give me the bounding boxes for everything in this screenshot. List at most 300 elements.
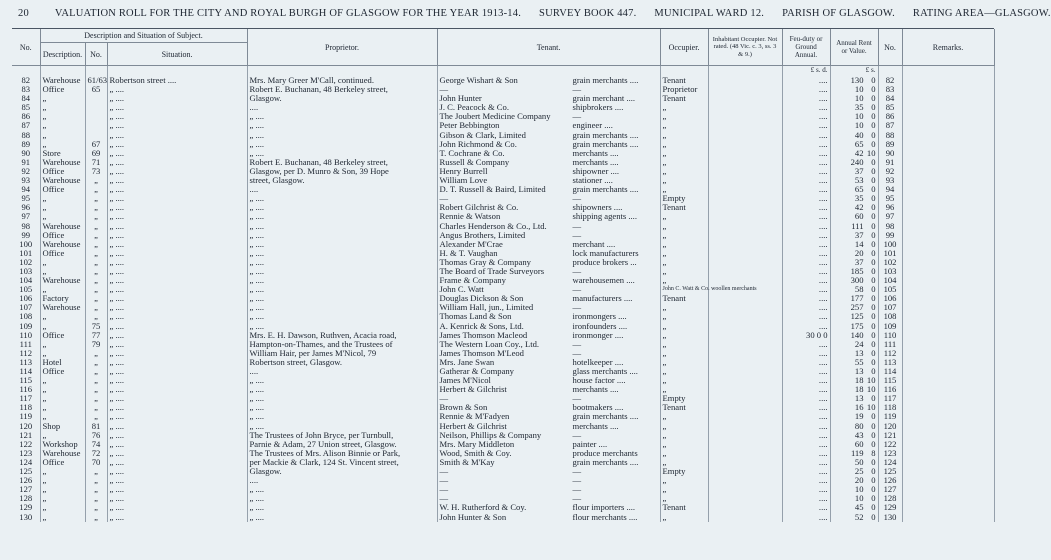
street-number-cell: „: [85, 185, 107, 194]
rent-shillings: 0: [871, 493, 876, 504]
entry-number: 125: [12, 467, 40, 476]
remarks-cell: [902, 203, 994, 212]
tenant-name: Douglas Dickson & Son: [439, 293, 524, 304]
valuation-table: [12, 29, 995, 522]
tenant-name: Henry Burrell: [439, 165, 488, 176]
entry-number: 85: [12, 103, 40, 112]
entry-number-right: 115: [878, 376, 902, 385]
feu-duty-cell: ....: [782, 76, 830, 85]
tenant-cell: [437, 458, 660, 467]
tenant-trade: —: [572, 493, 582, 504]
remarks-cell: [902, 267, 994, 276]
occupier-cell: „: [660, 158, 708, 167]
entry-number: 124: [12, 458, 40, 467]
tenant-name: —: [439, 393, 449, 404]
inhabitant-cell: [708, 267, 782, 276]
feu-duty-cell: ....: [782, 176, 830, 185]
feu-duty-cell: ....: [782, 431, 830, 440]
entry-number-right: 107: [878, 303, 902, 312]
entry-number-right: 122: [878, 440, 902, 449]
remarks-cell: [902, 431, 994, 440]
tenant-trade: grain merchants ....: [572, 138, 639, 149]
tenant-cell: [437, 513, 660, 522]
rent-shillings: 0: [871, 338, 876, 349]
proprietor-cell: „ ....: [247, 312, 437, 321]
tenant-name: Neilson, Phillips & Company: [439, 429, 542, 440]
rent-pounds: 10: [854, 84, 864, 95]
occupier-cell: „: [660, 140, 708, 149]
feu-duty-cell: ....: [782, 422, 830, 431]
tenant-trade: —: [572, 338, 582, 349]
proprietor-cell: „ ....: [247, 222, 437, 231]
situation-cell: „ ....: [107, 385, 247, 394]
situation-cell: „ ....: [107, 276, 247, 285]
occupier-cell: „: [660, 358, 708, 367]
street-number-cell: 75: [85, 322, 107, 331]
situation-cell: „ ....: [107, 212, 247, 221]
street-number-cell: „: [85, 513, 107, 522]
description-cell: „: [40, 340, 85, 349]
rent-pounds: 20: [854, 247, 864, 258]
description-cell: „: [40, 394, 85, 403]
tenant-name: —: [439, 493, 449, 504]
rent-pounds: 10: [854, 93, 864, 104]
street-number-cell: [85, 94, 107, 103]
remarks-cell: [902, 76, 994, 85]
rent-shillings: 0: [871, 165, 876, 176]
street-number-cell: „: [85, 358, 107, 367]
proprietor-cell: „ ....: [247, 322, 437, 331]
description-cell: Warehouse: [40, 158, 85, 167]
situation-cell: „ ....: [107, 513, 247, 522]
entry-number: 122: [12, 440, 40, 449]
inhabitant-cell: [708, 276, 782, 285]
entry-number-right: 100: [878, 240, 902, 249]
street-number-cell: 70: [85, 458, 107, 467]
col-header-no-right: No.: [878, 29, 902, 66]
situation-cell: „ ....: [107, 140, 247, 149]
entry-number-right: 87: [878, 121, 902, 130]
situation-cell: „ ....: [107, 394, 247, 403]
tenant-cell: [437, 485, 660, 494]
remarks-cell: [902, 103, 994, 112]
remarks-cell: [902, 503, 994, 512]
rent-shillings: 0: [871, 211, 876, 222]
tenant-name: Herbert & Gilchrist: [439, 384, 507, 395]
rent-pounds: 42: [854, 202, 864, 213]
inhabitant-cell: [708, 322, 782, 331]
entry-number-right: 85: [878, 103, 902, 112]
table-row: [12, 158, 994, 167]
remarks-cell: [902, 231, 994, 240]
street-number-cell: 69: [85, 149, 107, 158]
inhabitant-cell: [708, 149, 782, 158]
occupier-cell: Proprietor: [660, 85, 708, 94]
remarks-cell: [902, 149, 994, 158]
tenant-trade: —: [572, 111, 582, 122]
proprietor-cell: Glasgow.: [247, 94, 437, 103]
proprietor-cell: „ ....: [247, 121, 437, 130]
entry-number-right: 89: [878, 140, 902, 149]
tenant-name: —: [439, 84, 449, 95]
street-number-cell: „: [85, 385, 107, 394]
situation-cell: „ ....: [107, 194, 247, 203]
inhabitant-cell: [708, 212, 782, 221]
page-number: 20: [18, 8, 29, 19]
rent-pounds: 37: [854, 256, 864, 267]
entry-number-right: 93: [878, 176, 902, 185]
inhabitant-cell: [708, 203, 782, 212]
remarks-cell: [902, 322, 994, 331]
situation-cell: „ ....: [107, 85, 247, 94]
tenant-name: Smith & M'Kay: [439, 456, 495, 467]
tenant-trade: hotelkeeper ....: [572, 356, 624, 367]
remarks-cell: [902, 176, 994, 185]
proprietor-cell: „ ....: [247, 149, 437, 158]
tenant-cell: [437, 467, 660, 476]
tenant-cell: [437, 76, 660, 85]
tenant-name: The Joubert Medicine Company: [439, 111, 551, 122]
entry-number: 106: [12, 294, 40, 303]
col-header-no: No.: [12, 29, 40, 66]
rent-pounds: 60: [854, 438, 864, 449]
situation-cell: „ ....: [107, 231, 247, 240]
proprietor-cell: „ ....: [247, 485, 437, 494]
remarks-cell: [902, 131, 994, 140]
street-number-cell: „: [85, 394, 107, 403]
feu-duty-cell: ....: [782, 449, 830, 458]
inhabitant-cell: [708, 476, 782, 485]
entry-number: 120: [12, 422, 40, 431]
street-number-cell: [85, 103, 107, 112]
tenant-cell: [437, 385, 660, 394]
occupier-cell: „: [660, 331, 708, 340]
tenant-trade: —: [572, 429, 582, 440]
entry-number: 113: [12, 358, 40, 367]
tenant-name: H. & T. Vaughan: [439, 247, 498, 258]
entry-number: 105: [12, 285, 40, 294]
rent-shillings: 0: [871, 220, 876, 231]
entry-number-right: 113: [878, 358, 902, 367]
inhabitant-cell: [708, 112, 782, 121]
inhabitant-cell: [708, 367, 782, 376]
description-cell: „: [40, 403, 85, 412]
proprietor-cell: „ ....: [247, 422, 437, 431]
occupier-cell: „: [660, 440, 708, 449]
inhabitant-cell: [708, 240, 782, 249]
rent-shillings: 0: [871, 256, 876, 267]
description-cell: „: [40, 112, 85, 121]
tenant-name: William Love: [439, 175, 488, 186]
remarks-cell: [902, 258, 994, 267]
feu-duty-cell: ....: [782, 294, 830, 303]
inhabitant-cell: [708, 422, 782, 431]
occupier-cell: „: [660, 222, 708, 231]
remarks-cell: [902, 222, 994, 231]
inhabitant-cell: [708, 176, 782, 185]
tenant-name: A. Kenrick & Sons, Ltd.: [439, 320, 524, 331]
entry-number-right: 91: [878, 158, 902, 167]
rating-area: RATING AREA—GLASGOW.: [912, 8, 1051, 19]
entry-number: 83: [12, 85, 40, 94]
situation-cell: „ ....: [107, 185, 247, 194]
proprietor-cell: street, Glasgow.: [247, 176, 437, 185]
occupier-cell: „: [660, 376, 708, 385]
street-number-cell: „: [85, 367, 107, 376]
feu-duty-cell: ....: [782, 222, 830, 231]
situation-cell: „ ....: [107, 340, 247, 349]
remarks-cell: [902, 285, 994, 294]
street-number-cell: „: [85, 203, 107, 212]
entry-number: 126: [12, 476, 40, 485]
occupier-cell: „: [660, 103, 708, 112]
inhabitant-cell: [708, 449, 782, 458]
tenant-trade: —: [572, 347, 582, 358]
tenant-name: D. T. Russell & Baird, Limited: [439, 184, 546, 195]
feu-duty-cell: ....: [782, 412, 830, 421]
tenant-trade: shipbrokers ....: [572, 102, 624, 113]
table-row: [12, 476, 994, 485]
table-row: [12, 203, 994, 212]
remarks-cell: [902, 312, 994, 321]
table-row: [12, 367, 994, 376]
inhabitant-cell: [708, 349, 782, 358]
remarks-cell: [902, 403, 994, 412]
tenant-name: Angus Brothers, Limited: [439, 229, 526, 240]
rent-pounds: 177: [850, 293, 864, 304]
occupier-cell: Tenant: [660, 203, 708, 212]
rent-shillings: 0: [871, 311, 876, 322]
description-cell: „: [40, 140, 85, 149]
rent-pounds: 18: [854, 384, 864, 395]
situation-cell: „ ....: [107, 422, 247, 431]
table-row: [12, 458, 994, 467]
remarks-cell: [902, 394, 994, 403]
street-number-cell: „: [85, 222, 107, 231]
entry-number-right: 106: [878, 294, 902, 303]
rent-pounds: 25: [854, 466, 864, 477]
inhabitant-cell: [708, 376, 782, 385]
proprietor-cell: „ ....: [247, 385, 437, 394]
rent-pounds: 14: [854, 238, 864, 249]
occupier-cell: John C. Watt & Co. woollen merchants: [660, 285, 708, 294]
inhabitant-cell: [708, 194, 782, 203]
tenant-name: Rennie & Watson: [439, 211, 501, 222]
proprietor-cell: „ ....: [247, 194, 437, 203]
occupier-cell: „: [660, 249, 708, 258]
street-number-cell: 67: [85, 140, 107, 149]
entry-number: 112: [12, 349, 40, 358]
occupier-cell: „: [660, 458, 708, 467]
tenant-trade: —: [572, 302, 582, 313]
description-cell: Warehouse: [40, 240, 85, 249]
entry-number: 90: [12, 149, 40, 158]
occupier-cell: Tenant: [660, 94, 708, 103]
tenant-trade: grain merchants ....: [572, 456, 639, 467]
entry-number: 102: [12, 258, 40, 267]
proprietor-cell: „ ....: [247, 294, 437, 303]
description-cell: „: [40, 258, 85, 267]
street-number-cell: [85, 121, 107, 130]
situation-cell: „ ....: [107, 458, 247, 467]
feu-duty-cell: ....: [782, 276, 830, 285]
rent-shillings: 0: [871, 484, 876, 495]
inhabitant-cell: [708, 249, 782, 258]
tenant-name: —: [439, 484, 449, 495]
tenant-name: The Western Loan Coy., Ltd.: [439, 338, 540, 349]
situation-cell: „ ....: [107, 367, 247, 376]
tenant-trade: —: [572, 220, 582, 231]
situation-cell: „ ....: [107, 294, 247, 303]
feu-units: £ s. d.: [782, 66, 830, 77]
entry-number-right: 119: [878, 412, 902, 421]
col-header-situation: Situation.: [107, 43, 247, 66]
entry-number: 127: [12, 485, 40, 494]
proprietor-cell: ....: [247, 367, 437, 376]
street-number-cell: „: [85, 176, 107, 185]
description-cell: „: [40, 494, 85, 503]
street-number-cell: 81: [85, 422, 107, 431]
proprietor-cell: „ ....: [247, 285, 437, 294]
remarks-cell: [902, 376, 994, 385]
rent-pounds: 35: [854, 102, 864, 113]
proprietor-cell: „ ....: [247, 203, 437, 212]
col-header-remarks: Remarks.: [902, 29, 994, 66]
tenant-name: —: [439, 193, 449, 204]
tenant-trade: grain merchants ....: [572, 411, 639, 422]
rent-pounds: 65: [854, 138, 864, 149]
feu-duty-cell: ....: [782, 394, 830, 403]
feu-duty-cell: ....: [782, 476, 830, 485]
table-row: [12, 240, 994, 249]
situation-cell: „ ....: [107, 503, 247, 512]
tenant-name: —: [439, 466, 449, 477]
description-cell: „: [40, 376, 85, 385]
proprietor-cell: ....: [247, 476, 437, 485]
feu-duty-cell: ....: [782, 458, 830, 467]
entry-number-right: 120: [878, 422, 902, 431]
tenant-name: Rennie & M'Fadyen: [439, 411, 510, 422]
table-row: [12, 385, 994, 394]
proprietor-cell: Mrs. E. H. Dawson, Ruthven, Acacia road,: [247, 331, 437, 340]
street-number-cell: „: [85, 240, 107, 249]
street-number-cell: 77: [85, 331, 107, 340]
proprietor-cell: „ ....: [247, 240, 437, 249]
feu-duty-cell: ....: [782, 503, 830, 512]
rent-shillings: 0: [871, 175, 876, 186]
description-cell: „: [40, 467, 85, 476]
description-cell: Office: [40, 458, 85, 467]
entry-number: 92: [12, 167, 40, 176]
rent-shillings: 0: [871, 429, 876, 440]
street-number-cell: „: [85, 503, 107, 512]
rent-pounds: 24: [854, 338, 864, 349]
situation-cell: „ ....: [107, 249, 247, 258]
tenant-name: The Board of Trade Surveyors: [439, 265, 545, 276]
street-number-cell: „: [85, 194, 107, 203]
occupier-cell: „: [660, 121, 708, 130]
col-header-occupier: Occupier.: [660, 29, 708, 66]
rent-shillings: 0: [871, 129, 876, 140]
rent-shillings: 0: [871, 202, 876, 213]
description-cell: „: [40, 485, 85, 494]
street-number-cell: „: [85, 249, 107, 258]
tenant-trade: painter ....: [572, 438, 608, 449]
page-header: [18, 8, 1051, 24]
tenant-trade: merchants ....: [572, 384, 619, 395]
remarks-cell: [902, 422, 994, 431]
feu-duty-cell: ....: [782, 349, 830, 358]
valuation-table-sheet: [12, 28, 994, 529]
rent-shillings: 0: [871, 466, 876, 477]
entry-number: 118: [12, 403, 40, 412]
situation-cell: „ ....: [107, 203, 247, 212]
rent-pounds: 20: [854, 475, 864, 486]
situation-cell: „ ....: [107, 131, 247, 140]
street-number-cell: 61/63: [85, 76, 107, 85]
remarks-cell: [902, 121, 994, 130]
occupier-cell: „: [660, 167, 708, 176]
description-cell: „: [40, 94, 85, 103]
tenant-trade: —: [572, 84, 582, 95]
tenant-trade: flour importers ....: [572, 502, 636, 513]
street-number-cell: „: [85, 476, 107, 485]
occupier-cell: Empty: [660, 194, 708, 203]
tenant-name: John Hunter: [439, 93, 482, 104]
feu-duty-cell: ....: [782, 267, 830, 276]
proprietor-cell: per Mackie & Clark, 124 St. Vincent street,: [247, 458, 437, 467]
inhabitant-cell: [708, 85, 782, 94]
occupier-cell: „: [660, 340, 708, 349]
rent-shillings: 0: [871, 184, 876, 195]
description-cell: „: [40, 503, 85, 512]
remarks-cell: [902, 303, 994, 312]
inhabitant-cell: [708, 394, 782, 403]
remarks-cell: [902, 94, 994, 103]
entry-number-right: 105: [878, 285, 902, 294]
inhabitant-cell: [708, 385, 782, 394]
feu-duty-cell: ....: [782, 303, 830, 312]
tenant-trade: grain merchants ....: [572, 184, 639, 195]
entry-number-right: 125: [878, 467, 902, 476]
entry-number-right: 102: [878, 258, 902, 267]
occupier-cell: „: [660, 212, 708, 221]
col-header-inhabitant-occupier: Inhabitant Occupier. Not rated. (48 Vic. c. 3, ss. 3 & 9.): [708, 29, 782, 66]
entry-number: 95: [12, 194, 40, 203]
occupier-cell: „: [660, 303, 708, 312]
tenant-cell: [437, 476, 660, 485]
col-header-street-number: No.: [85, 43, 107, 66]
rent-shillings: 0: [871, 293, 876, 304]
tenant-name: William Hall, jun., Limited: [439, 302, 534, 313]
rent-shillings: 0: [871, 247, 876, 258]
tenant-trade: house factor ....: [572, 375, 626, 386]
street-number-cell: „: [85, 494, 107, 503]
entry-number: 119: [12, 412, 40, 421]
proprietor-cell: William Hair, per James M'Nicol, 79: [247, 349, 437, 358]
entry-number: 101: [12, 249, 40, 258]
proprietor-cell: „ ....: [247, 267, 437, 276]
occupier-cell: Empty: [660, 467, 708, 476]
entry-number: 129: [12, 503, 40, 512]
rent-pounds: 43: [854, 429, 864, 440]
entry-number-right: 117: [878, 394, 902, 403]
inhabitant-cell: [708, 222, 782, 231]
description-cell: Warehouse: [40, 176, 85, 185]
situation-cell: „ ....: [107, 149, 247, 158]
inhabitant-cell: [708, 358, 782, 367]
description-cell: Office: [40, 167, 85, 176]
